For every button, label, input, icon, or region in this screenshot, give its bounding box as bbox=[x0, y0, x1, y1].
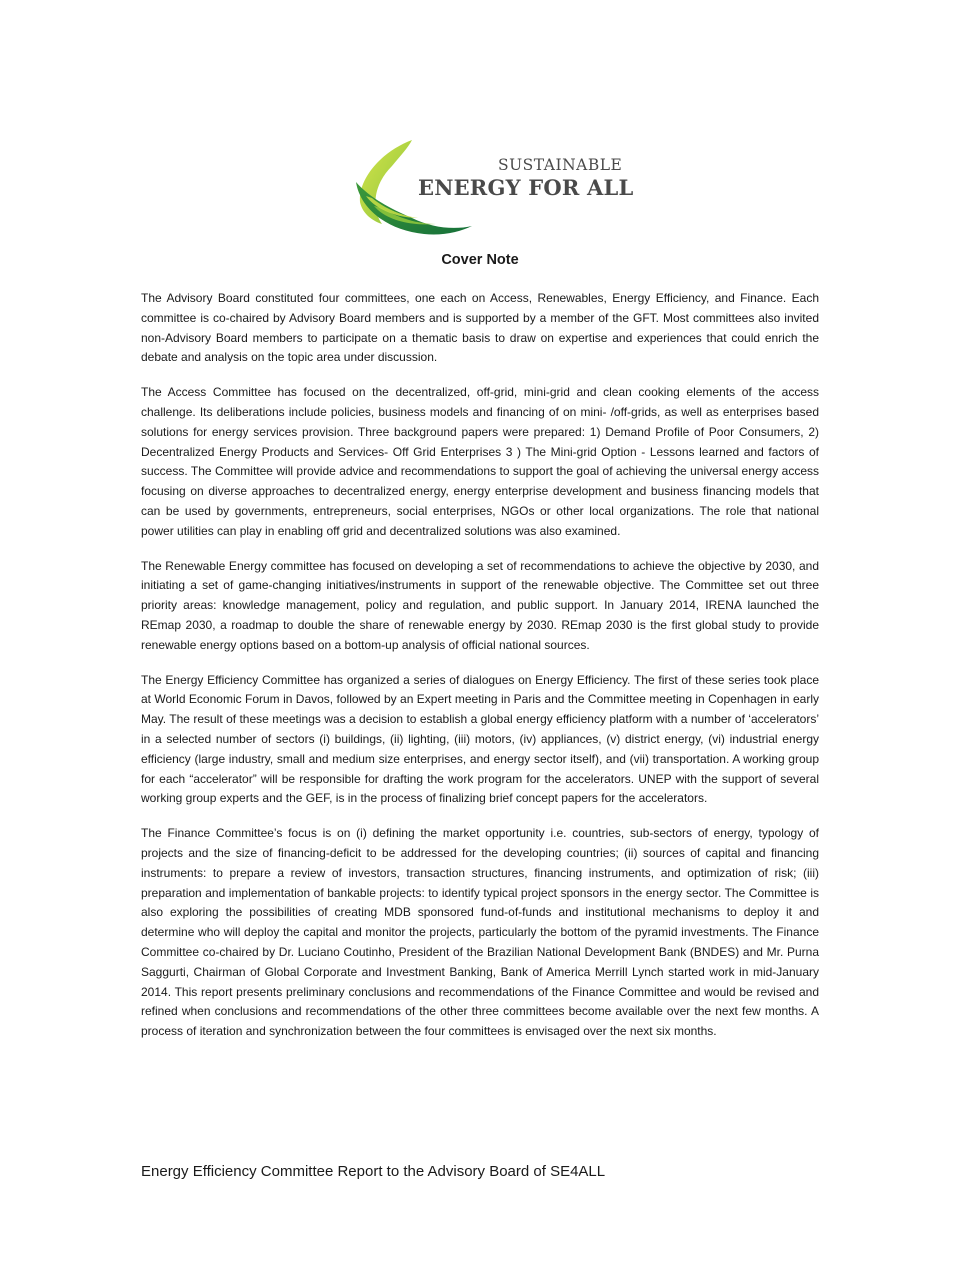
logo-text-sustainable: SUSTAINABLE bbox=[498, 156, 623, 174]
paragraph-committees: The Advisory Board constituted four committees, one each on Access, Renewables, Energy Efficiency, and Finance. Each committee is co-chaired by Advisory Board members and is supported by a member of the GFT. Most committees also invited non-Advisory Board members to participate on a thematic basis to draw on expertise and experiences that could enrich the debate and analysis on the topic area under discussion. bbox=[141, 291, 819, 365]
paragraph-finance-committee: The Finance Committee’s focus is on (i) defining the market opportunity i.e. countries, sub-sectors of energy, typology of projects and the size of financing-deficit to be addressed for the developing countries; (ii) sources of capital and financing instruments: to prepare a review of investors, transaction structures, financing instruments, and optimization of risk; (iii) preparation and implementation of bankable projects: to identify typical project sponsors in the energy sector. The Committee is also exploring the possibilities of creating MDB sponsored fund-of-funds and institutional mechanisms to deploy it and determine who will deploy the capital and monitor the projects, particularly the bottom of the pyramid investments. The Finance Committee co-chaired by Dr. Luciano Coutinho, President of the Brazilian National Development Bank (BNDES) and Mr. Purna Saggurti, Chairman of Global Corporate and Investment Banking, Bank of America Merrill Lynch started work in mid-January 2014. This report presents preliminary conclusions and recommendations of the Finance Committee and would be revised and refined when conclusions and recommendations of the other three committees become available over the next few months. A process of iteration and synchronization between the four committees is envisaged over the next six months. bbox=[141, 826, 819, 1039]
paragraph-efficiency-committee: The Energy Efficiency Committee has organized a series of dialogues on Energy Efficiency. The first of these series took place at World Economic Forum in Davos, followed by an Expert meeting in Paris and the Committee meeting in Copenhagen in early May. The result of these meetings was a decision to establish a global energy efficiency platform with a number of ‘accelerators’ in a selected number of sectors (i) buildings, (ii) lighting, (iii) motors, (iv) appliances, (v) district energy, (vi) industrial energy efficiency (large industry, small and medium size enterprises, and energy sector itself), and (vii) transportation. A working group for each “accelerator” will be responsible for drafting the work program for the accelerators. UNEP with the support of several working group experts and the GEF, is in the process of finalizing brief concept papers for the accelerators. bbox=[141, 672, 819, 806]
se4all-logo bbox=[352, 138, 634, 238]
paragraph-access-committee: The Access Committee has focused on the decentralized, off-grid, mini-grid and clean cooking elements of the access challenge. Its deliberations include policies, business models and financing of on mini- /off-grids, as well as enterprises based solutions for energy services provision. Three background papers were prepared: 1) Demand Profile of Poor Consumers, 2) Decentralized Energy Products and Services- Off Grid Enterprises 3 ) The Mini-grid Option - Lessons learned and factors of success. The Committee will provide advice and recommendations to support the goal of achieving the universal energy access focusing on diverse approaches to decentralized energy, energy enterprise development and business financing models that can be used by governments, entrepreneurs, social enterprises, NGOs or other local organizations. The role that national power utilities can play in enabling off grid and decentralized solutions was also examined. bbox=[141, 385, 819, 538]
document-title: Cover Note bbox=[441, 252, 519, 268]
logo-text-energy-for-all: ENERGY FOR ALL bbox=[418, 175, 634, 200]
document-body bbox=[141, 289, 819, 1056]
paragraph-renewable-committee: The Renewable Energy committee has focused on developing a set of recommendations to achieve the objective by 2030, and initiating a set of game-changing initiatives/instruments in support of the renewable objective. The Committee set out three priority areas: knowledge management, policy and regulation, and public support. In January 2014, IRENA launched the REmap 2030, a roadmap to double the share of renewable energy by 2030. REmap 2030 is the first global study to provide renewable energy options based on a bottom-up analysis of official national sources. bbox=[141, 558, 819, 652]
page-footer: Energy Efficiency Committee Report to the Advisory Board of SE4ALL bbox=[141, 1163, 606, 1180]
